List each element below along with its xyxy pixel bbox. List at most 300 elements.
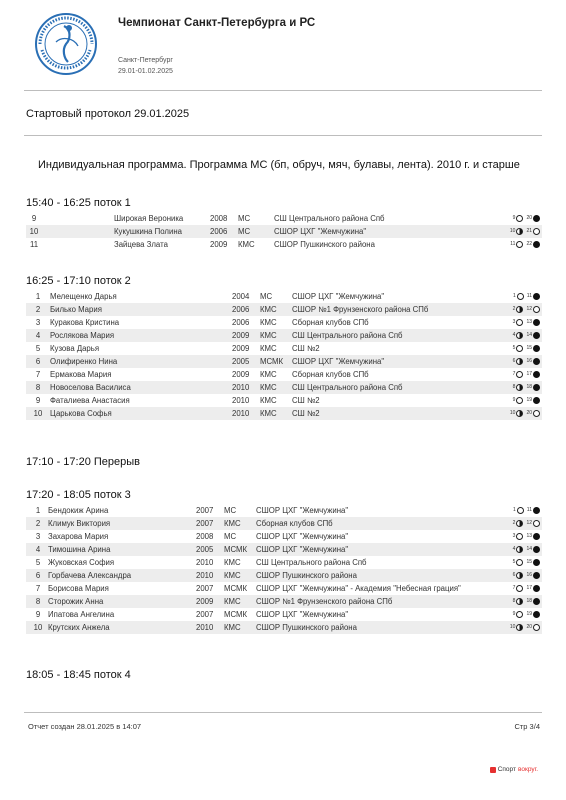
start-order-mark (526, 532, 540, 541)
start-order-marks (510, 623, 540, 632)
birth-year: 2006 (210, 227, 228, 236)
start-order-dot-icon (516, 306, 523, 313)
start-order-number: 8 (512, 598, 516, 604)
birth-year: 2007 (196, 584, 214, 593)
start-order-number: 20 (526, 215, 532, 221)
sport-school: СШОР ЦХГ "Жемчужина" (256, 545, 349, 554)
participant-row (26, 342, 542, 355)
start-order-number: 16 (526, 358, 532, 364)
start-order-mark (527, 292, 540, 301)
sport-rank: КМС (224, 597, 241, 606)
start-order-number: 7 (512, 371, 516, 377)
start-order-mark (526, 240, 540, 249)
sport-rank: КМС (224, 519, 241, 528)
participant-name: Тимошина Арина (48, 545, 111, 554)
start-order-dot-icon (533, 358, 540, 365)
sport-school: СШОР ЦХГ "Жемчужина" (256, 506, 349, 515)
birth-year: 2008 (196, 532, 214, 541)
start-order-number: 20 (526, 624, 532, 630)
start-order-dot-icon (517, 507, 524, 514)
start-order-dot-icon (516, 559, 523, 566)
participant-name: Климук Виктория (48, 519, 111, 528)
start-order-mark (526, 305, 540, 314)
start-order-dot-icon (533, 585, 540, 592)
brand-mark-icon (490, 767, 496, 773)
participant-name: Крутских Анжела (48, 623, 110, 632)
participant-number: 6 (35, 571, 41, 580)
start-order-number: 8 (512, 384, 516, 390)
start-order-mark (510, 240, 523, 249)
start-order-number: 5 (512, 345, 516, 351)
flow-rows (26, 504, 542, 634)
birth-year: 2010 (196, 571, 214, 580)
participant-row (26, 329, 542, 342)
start-order-marks (513, 506, 540, 515)
start-order-number: 14 (526, 546, 532, 552)
flow-rows (26, 212, 542, 251)
start-order-dot-icon (516, 384, 523, 391)
start-order-number: 9 (512, 215, 516, 221)
participant-name: Новоселова Василиса (50, 383, 131, 392)
header-divider (24, 90, 542, 91)
sport-school: СШОР №1 Фрунзенского района СПб (256, 597, 393, 606)
birth-year: 2009 (232, 331, 250, 340)
sport-rank: КМС (260, 396, 277, 405)
participant-number: 9 (35, 610, 41, 619)
start-order-dot-icon (533, 533, 540, 540)
start-order-mark (510, 227, 524, 236)
sport-rank: МС (238, 227, 251, 236)
participant-number: 3 (35, 532, 41, 541)
start-order-marks (513, 318, 540, 327)
participant-number: 1 (35, 292, 41, 301)
participant-name: Бендокиж Арина (48, 506, 109, 515)
start-order-number: 20 (526, 410, 532, 416)
federation-logo (34, 12, 98, 76)
participant-name: Ермакова Мария (50, 370, 112, 379)
sport-school: СШОР №1 Фрунзенского района СПб (292, 305, 429, 314)
start-order-marks (510, 227, 540, 236)
sport-school: СШ №2 (292, 396, 320, 405)
sport-school: СШ Центрального района Спб (274, 214, 385, 223)
birth-year: 2006 (232, 318, 250, 327)
participant-number: 2 (35, 305, 41, 314)
start-order-dot-icon (533, 345, 540, 352)
start-order-mark (513, 318, 524, 327)
start-order-mark (526, 214, 540, 223)
start-order-mark (526, 370, 540, 379)
start-order-dot-icon (516, 371, 523, 378)
start-order-dot-icon (516, 241, 523, 248)
flow-1 (26, 194, 542, 251)
page-number: Стр 3/4 (514, 722, 540, 731)
sport-school: СШОР Пушкинского района (256, 571, 357, 580)
participant-name: Жуковская София (48, 558, 115, 567)
participant-row (26, 608, 542, 621)
flow-title: 17:20 - 18:05 поток 3 (26, 489, 131, 501)
start-order-number: 1 (513, 507, 516, 513)
start-order-dot-icon (517, 293, 524, 300)
sport-rank: КМС (260, 344, 277, 353)
birth-year: 2010 (196, 623, 214, 632)
start-order-marks (513, 370, 540, 379)
sport-school: СШОР ЦХГ "Жемчужина" - Академия "Небесная грация" (256, 584, 461, 593)
start-order-dot-icon (516, 546, 523, 553)
sport-school: Сборная клубов СПб (256, 519, 333, 528)
participant-number: 9 (35, 396, 41, 405)
participant-number: 4 (35, 545, 41, 554)
start-order-mark (526, 318, 540, 327)
start-order-mark (513, 396, 524, 405)
participant-row (26, 556, 542, 569)
participant-number: 10 (29, 227, 39, 236)
start-order-dot-icon (533, 559, 540, 566)
start-order-number: 13 (526, 533, 532, 539)
participant-row (26, 569, 542, 582)
brand-logo (490, 766, 538, 773)
title-divider (24, 135, 542, 136)
participant-number: 4 (35, 331, 41, 340)
birth-year: 2009 (232, 370, 250, 379)
birth-year: 2009 (210, 240, 228, 249)
sport-school: СШ №2 (292, 409, 320, 418)
participant-number: 10 (33, 409, 43, 418)
birth-year: 2004 (232, 292, 250, 301)
start-order-dot-icon (533, 520, 540, 527)
start-order-marks (513, 571, 540, 580)
birth-year: 2005 (232, 357, 250, 366)
start-order-dot-icon (533, 332, 540, 339)
participant-row (26, 543, 542, 556)
start-order-number: 17 (526, 585, 532, 591)
start-order-marks (513, 519, 540, 528)
start-order-marks (513, 597, 540, 606)
start-order-mark (513, 519, 524, 528)
start-order-mark (526, 331, 540, 340)
start-order-marks (513, 292, 540, 301)
birth-year: 2007 (196, 506, 214, 515)
start-order-number: 11 (510, 241, 516, 247)
sport-rank: КМС (260, 383, 277, 392)
sport-school: СШОР ЦХГ "Жемчужина" (292, 292, 385, 301)
sport-school: Сборная клубов СПб (292, 370, 369, 379)
sport-school: СШОР ЦХГ "Жемчужина" (256, 610, 349, 619)
participant-name: Ипатова Ангелина (48, 610, 115, 619)
event-dates: 29.01-01.02.2025 (118, 68, 173, 75)
start-order-marks (513, 344, 540, 353)
participant-name: Рослякова Мария (50, 331, 115, 340)
start-order-marks (513, 532, 540, 541)
start-order-marks (513, 584, 540, 593)
report-created: Отчет создан 28.01.2025 в 14:07 (28, 722, 142, 731)
sport-rank: МС (224, 506, 237, 515)
participant-number: 6 (35, 357, 41, 366)
start-order-dot-icon (533, 306, 540, 313)
start-order-number: 19 (526, 397, 532, 403)
birth-year: 2009 (232, 344, 250, 353)
participant-number: 9 (31, 214, 37, 223)
participant-number: 5 (35, 558, 41, 567)
participant-row (26, 368, 542, 381)
sport-school: СШОР ЦХГ "Жемчужина" (274, 227, 367, 236)
start-order-dot-icon (516, 533, 523, 540)
start-order-mark (526, 519, 540, 528)
birth-year: 2005 (196, 545, 214, 554)
start-order-mark (526, 610, 540, 619)
brand-prefix: Спорт (497, 766, 516, 773)
start-order-number: 12 (526, 520, 532, 526)
participant-name: Фаталиева Анастасия (50, 396, 130, 405)
start-order-dot-icon (516, 520, 523, 527)
participant-number: 10 (33, 623, 43, 632)
start-order-mark (513, 558, 524, 567)
sport-rank: МСМК (224, 610, 248, 619)
start-order-mark (513, 344, 524, 353)
start-order-dot-icon (533, 384, 540, 391)
sport-rank: МС (224, 532, 237, 541)
sport-school: СШ Центрального района Спб (292, 383, 403, 392)
participant-name: Горбачева Александра (48, 571, 132, 580)
participant-name: Сторожик Анна (48, 597, 104, 606)
start-order-number: 9 (512, 397, 516, 403)
start-order-dot-icon (516, 624, 523, 631)
start-order-marks (513, 383, 540, 392)
start-order-number: 5 (512, 559, 516, 565)
start-order-number: 13 (526, 319, 532, 325)
sport-school: СШ Центрального района Спб (292, 331, 403, 340)
start-order-number: 2 (512, 520, 516, 526)
flow-title: 18:05 - 18:45 поток 4 (26, 669, 131, 681)
start-order-number: 7 (512, 585, 516, 591)
start-order-mark (513, 532, 524, 541)
participant-row (26, 504, 542, 517)
start-order-number: 15 (526, 559, 532, 565)
start-order-number: 16 (526, 572, 532, 578)
flow-2 (26, 272, 542, 420)
participant-row (26, 303, 542, 316)
participant-row (26, 582, 542, 595)
start-order-number: 21 (526, 228, 532, 234)
start-order-number: 17 (526, 371, 532, 377)
start-order-dot-icon (533, 241, 540, 248)
start-order-number: 3 (512, 319, 516, 325)
brand-suffix: вокруг. (517, 766, 538, 773)
start-order-dot-icon (516, 215, 523, 222)
start-order-dot-icon (516, 332, 523, 339)
start-order-mark (526, 383, 540, 392)
birth-year: 2010 (232, 383, 250, 392)
sport-school: СШОР Пушкинского района (256, 623, 357, 632)
start-order-mark (510, 409, 524, 418)
start-order-dot-icon (516, 598, 523, 605)
participant-row (26, 212, 542, 225)
birth-year: 2007 (196, 610, 214, 619)
birth-year: 2008 (210, 214, 228, 223)
sport-rank: КМС (224, 571, 241, 580)
start-order-marks (513, 558, 540, 567)
start-order-marks (513, 357, 540, 366)
start-order-number: 10 (509, 624, 516, 630)
start-order-dot-icon (516, 611, 523, 618)
start-order-dot-icon (533, 397, 540, 404)
start-order-mark (513, 292, 524, 301)
participant-row (26, 394, 542, 407)
footer-divider (24, 712, 542, 713)
start-order-number: 12 (526, 306, 532, 312)
sport-rank: КМС (260, 370, 277, 379)
birth-year: 2010 (232, 396, 250, 405)
participant-number: 8 (35, 597, 41, 606)
sport-rank: КМС (224, 623, 241, 632)
start-order-marks (513, 545, 540, 554)
start-order-dot-icon (533, 598, 540, 605)
program-title: Индивидуальная программа. Программа МС (бп, обруч, мяч, булавы, лента). 2010 г. и старше (38, 159, 520, 171)
flow-rows (26, 290, 542, 420)
start-order-mark (526, 597, 540, 606)
start-order-number: 2 (512, 306, 516, 312)
start-order-mark (526, 409, 540, 418)
participant-name: Борисова Мария (48, 584, 109, 593)
start-order-mark (526, 396, 540, 405)
start-order-mark (526, 558, 540, 567)
start-order-mark (526, 545, 540, 554)
start-order-dot-icon (533, 293, 540, 300)
start-order-mark (526, 584, 540, 593)
participant-row (26, 381, 542, 394)
start-order-number: 14 (526, 332, 532, 338)
flow-title: 16:25 - 17:10 поток 2 (26, 275, 131, 287)
participant-name: Широкая Вероника (114, 214, 184, 223)
start-order-dot-icon (516, 572, 523, 579)
participant-number: 7 (35, 370, 41, 379)
start-order-marks (513, 305, 540, 314)
start-order-mark (526, 227, 540, 236)
birth-year: 2007 (196, 519, 214, 528)
start-order-number: 3 (512, 533, 516, 539)
participant-name: Мелещенко Дарья (50, 292, 117, 301)
start-order-number: 10 (509, 228, 516, 234)
sport-rank: КМС (224, 558, 241, 567)
participant-row (26, 595, 542, 608)
start-order-dot-icon (516, 410, 523, 417)
flow-4 (26, 666, 542, 684)
start-order-dot-icon (533, 624, 540, 631)
participant-number: 8 (35, 383, 41, 392)
participant-name: Олифиренко Нина (50, 357, 118, 366)
start-order-dot-icon (516, 397, 523, 404)
championship-title: Чемпионат Санкт-Петербурга и РС (118, 17, 316, 29)
event-city: Санкт-Петербург (118, 57, 173, 64)
start-order-dot-icon (533, 215, 540, 222)
sport-school: СШОР ЦХГ "Жемчужина" (292, 357, 385, 366)
participant-row (26, 238, 542, 251)
start-order-mark (513, 506, 524, 515)
start-order-number: 1 (513, 293, 516, 299)
start-order-mark (513, 357, 524, 366)
participant-number: 11 (29, 240, 39, 249)
start-order-number: 11 (526, 293, 532, 299)
start-order-dot-icon (516, 585, 523, 592)
start-order-mark (513, 597, 524, 606)
break-label: 17:10 - 17:20 Перерыв (26, 456, 141, 468)
start-order-mark (526, 623, 540, 632)
start-order-mark (527, 506, 540, 515)
sport-rank: МС (238, 214, 251, 223)
start-order-dot-icon (533, 371, 540, 378)
start-order-number: 18 (526, 598, 532, 604)
participant-number: 7 (35, 584, 41, 593)
start-order-number: 15 (526, 345, 532, 351)
start-order-dot-icon (516, 319, 523, 326)
sport-rank: КМС (260, 305, 277, 314)
start-order-number: 9 (512, 611, 516, 617)
start-order-dot-icon (533, 319, 540, 326)
start-order-mark (513, 370, 524, 379)
start-order-number: 19 (526, 611, 532, 617)
start-order-number: 22 (526, 241, 532, 247)
sport-rank: МСМК (260, 357, 284, 366)
start-order-marks (510, 240, 540, 249)
start-order-number: 11 (526, 507, 532, 513)
participant-name: Зайцева Злата (114, 240, 168, 249)
sport-rank: МСМК (224, 584, 248, 593)
start-order-mark (526, 357, 540, 366)
start-order-mark (526, 571, 540, 580)
start-order-dot-icon (533, 572, 540, 579)
start-order-mark (513, 214, 524, 223)
participant-number: 2 (35, 519, 41, 528)
start-order-number: 18 (526, 384, 532, 390)
participant-row (26, 517, 542, 530)
sport-school: СШ Центрального района Спб (256, 558, 367, 567)
participant-row (26, 530, 542, 543)
participant-name: Билько Мария (50, 305, 102, 314)
start-order-marks (513, 610, 540, 619)
start-order-dot-icon (533, 546, 540, 553)
start-order-mark (513, 545, 524, 554)
sport-school: СШОР Пушкинского района (274, 240, 375, 249)
start-order-mark (513, 383, 524, 392)
birth-year: 2009 (196, 597, 214, 606)
start-order-mark (513, 584, 524, 593)
start-order-mark (526, 344, 540, 353)
birth-year: 2006 (232, 305, 250, 314)
sport-rank: КМС (260, 409, 277, 418)
start-order-dot-icon (533, 507, 540, 514)
participant-name: Кукушкина Полина (114, 227, 182, 236)
sport-rank: МСМК (224, 545, 248, 554)
participant-row (26, 355, 542, 368)
start-order-dot-icon (516, 345, 523, 352)
start-order-number: 10 (509, 410, 516, 416)
start-order-marks (513, 396, 540, 405)
birth-year: 2010 (196, 558, 214, 567)
start-order-marks (513, 214, 540, 223)
start-order-mark (510, 623, 524, 632)
participant-name: Кузова Дарья (50, 344, 100, 353)
start-order-mark (513, 331, 524, 340)
start-order-number: 6 (512, 572, 516, 578)
sport-rank: КМС (238, 240, 255, 249)
sport-rank: КМС (260, 318, 277, 327)
start-order-marks (510, 409, 540, 418)
participant-name: Захарова Мария (48, 532, 109, 541)
start-order-dot-icon (533, 410, 540, 417)
sport-school: СШ №2 (292, 344, 320, 353)
sport-school: СШОР ЦХГ "Жемчужина" (256, 532, 349, 541)
participant-number: 5 (35, 344, 41, 353)
start-order-number: 6 (512, 358, 516, 364)
